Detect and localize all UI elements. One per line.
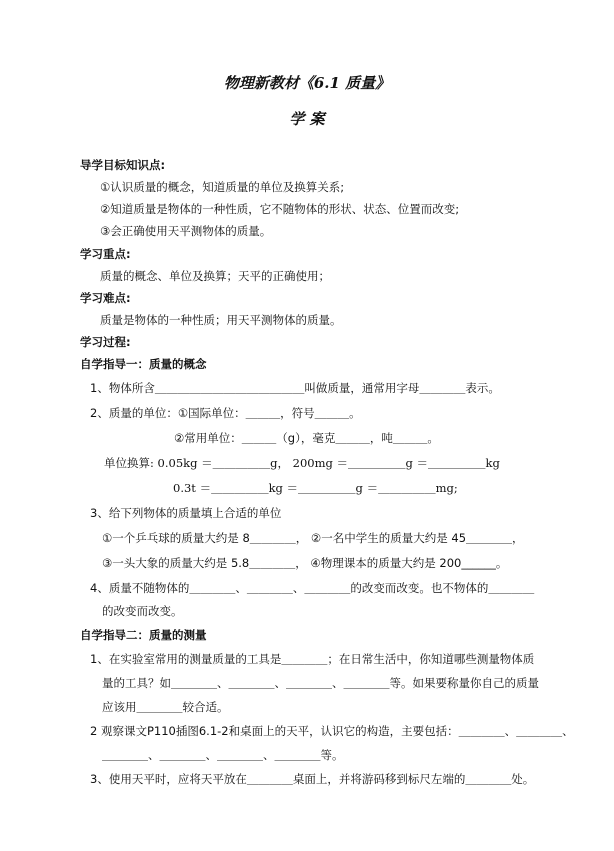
goal-item-1: ①认识质量的概念，知道质量的单位及换算关系;	[100, 180, 345, 194]
difficulty-text: 质量是物体的一种性质；用天平测物体的质量。	[100, 313, 342, 327]
guide2-item: 1、在实验室常用的测量质量的工具是＿＿＿＿；在日常生活中，你知道哪些测量物体质	[90, 652, 535, 666]
goal-item-3: ③会正确使用天平测物体的质量。	[100, 224, 272, 238]
guide2-item: 2 观察课文P110插图6.1-2和桌面上的天平，认识它的构造，主要包括：＿＿＿＿、＿＿＿＿、	[90, 724, 574, 738]
guide2-item: 3、使用天平时，应将天平放在＿＿＿＿桌面上，并将游码移到标尺左端的＿＿＿＿处。	[90, 772, 535, 786]
guide1-item: ②常用单位：＿＿＿（g），毫克＿＿＿，吨＿＿＿。	[174, 431, 439, 445]
guide2-item: 量的工具？如＿＿＿＿、＿＿＿＿、＿＿＿＿、＿＿＿＿等。如果要称量你自己的质量	[102, 676, 539, 690]
goals-heading: 导学目标知识点:	[80, 158, 166, 172]
guide1-item: 0.3t ＝＿＿＿＿＿kg ＝＿＿＿＿＿g ＝＿＿＿＿＿mg;	[173, 481, 458, 495]
guide1-item: ③一头大象的质量大约是 5.8＿＿＿＿， ④物理课本的质量大约是 200______。	[102, 556, 508, 570]
goal-item-2: ②知道质量是物体的一种性质，它不随物体的形状、状态、位置而改变;	[100, 202, 460, 216]
key-heading: 学习重点:	[80, 247, 131, 261]
guide1-item: 3、给下列物体的质量填上合适的单位	[90, 506, 282, 520]
guide1-item: 1、物体所含＿＿＿＿＿＿＿＿＿＿＿＿＿叫做质量，通常用字母＿＿＿＿表示。	[90, 381, 500, 395]
guide1-item: ①一个乒乓球的质量大约是 8＿＿＿＿， ②一名中学生的质量大约是 45＿＿＿＿，	[102, 531, 524, 545]
difficulty-heading: 学习难点:	[80, 291, 131, 305]
key-text: 质量的概念、单位及换算；天平的正确使用；	[100, 269, 330, 283]
document-title: 物理新教材《6.1 质量》	[223, 74, 391, 92]
guide2-item: ＿＿＿＿、＿＿＿＿、＿＿＿＿、＿＿＿＿等。	[102, 748, 344, 762]
guide1-item: 单位换算: 0.05kg ＝＿＿＿＿＿g， 200mg ＝＿＿＿＿＿g ＝＿＿＿＿＿kg	[104, 456, 500, 470]
guide1-item: 的改变而改变。	[102, 604, 183, 618]
guide2-heading: 自学指导二：质量的测量	[80, 628, 207, 642]
guide1-item: 4、质量不随物体的＿＿＿＿、＿＿＿＿、＿＿＿＿的改变而改变。也不物体的＿＿＿＿	[90, 581, 535, 595]
guide2-item: 应该用＿＿＿＿较合适。	[102, 700, 229, 714]
document-subtitle: 学 案	[289, 110, 325, 128]
guide1-item: 2、质量的单位：①国际单位：＿＿＿，符号＿＿＿。	[90, 406, 361, 420]
process-heading: 学习过程:	[80, 335, 131, 349]
guide1-heading: 自学指导一：质量的概念	[80, 357, 207, 371]
